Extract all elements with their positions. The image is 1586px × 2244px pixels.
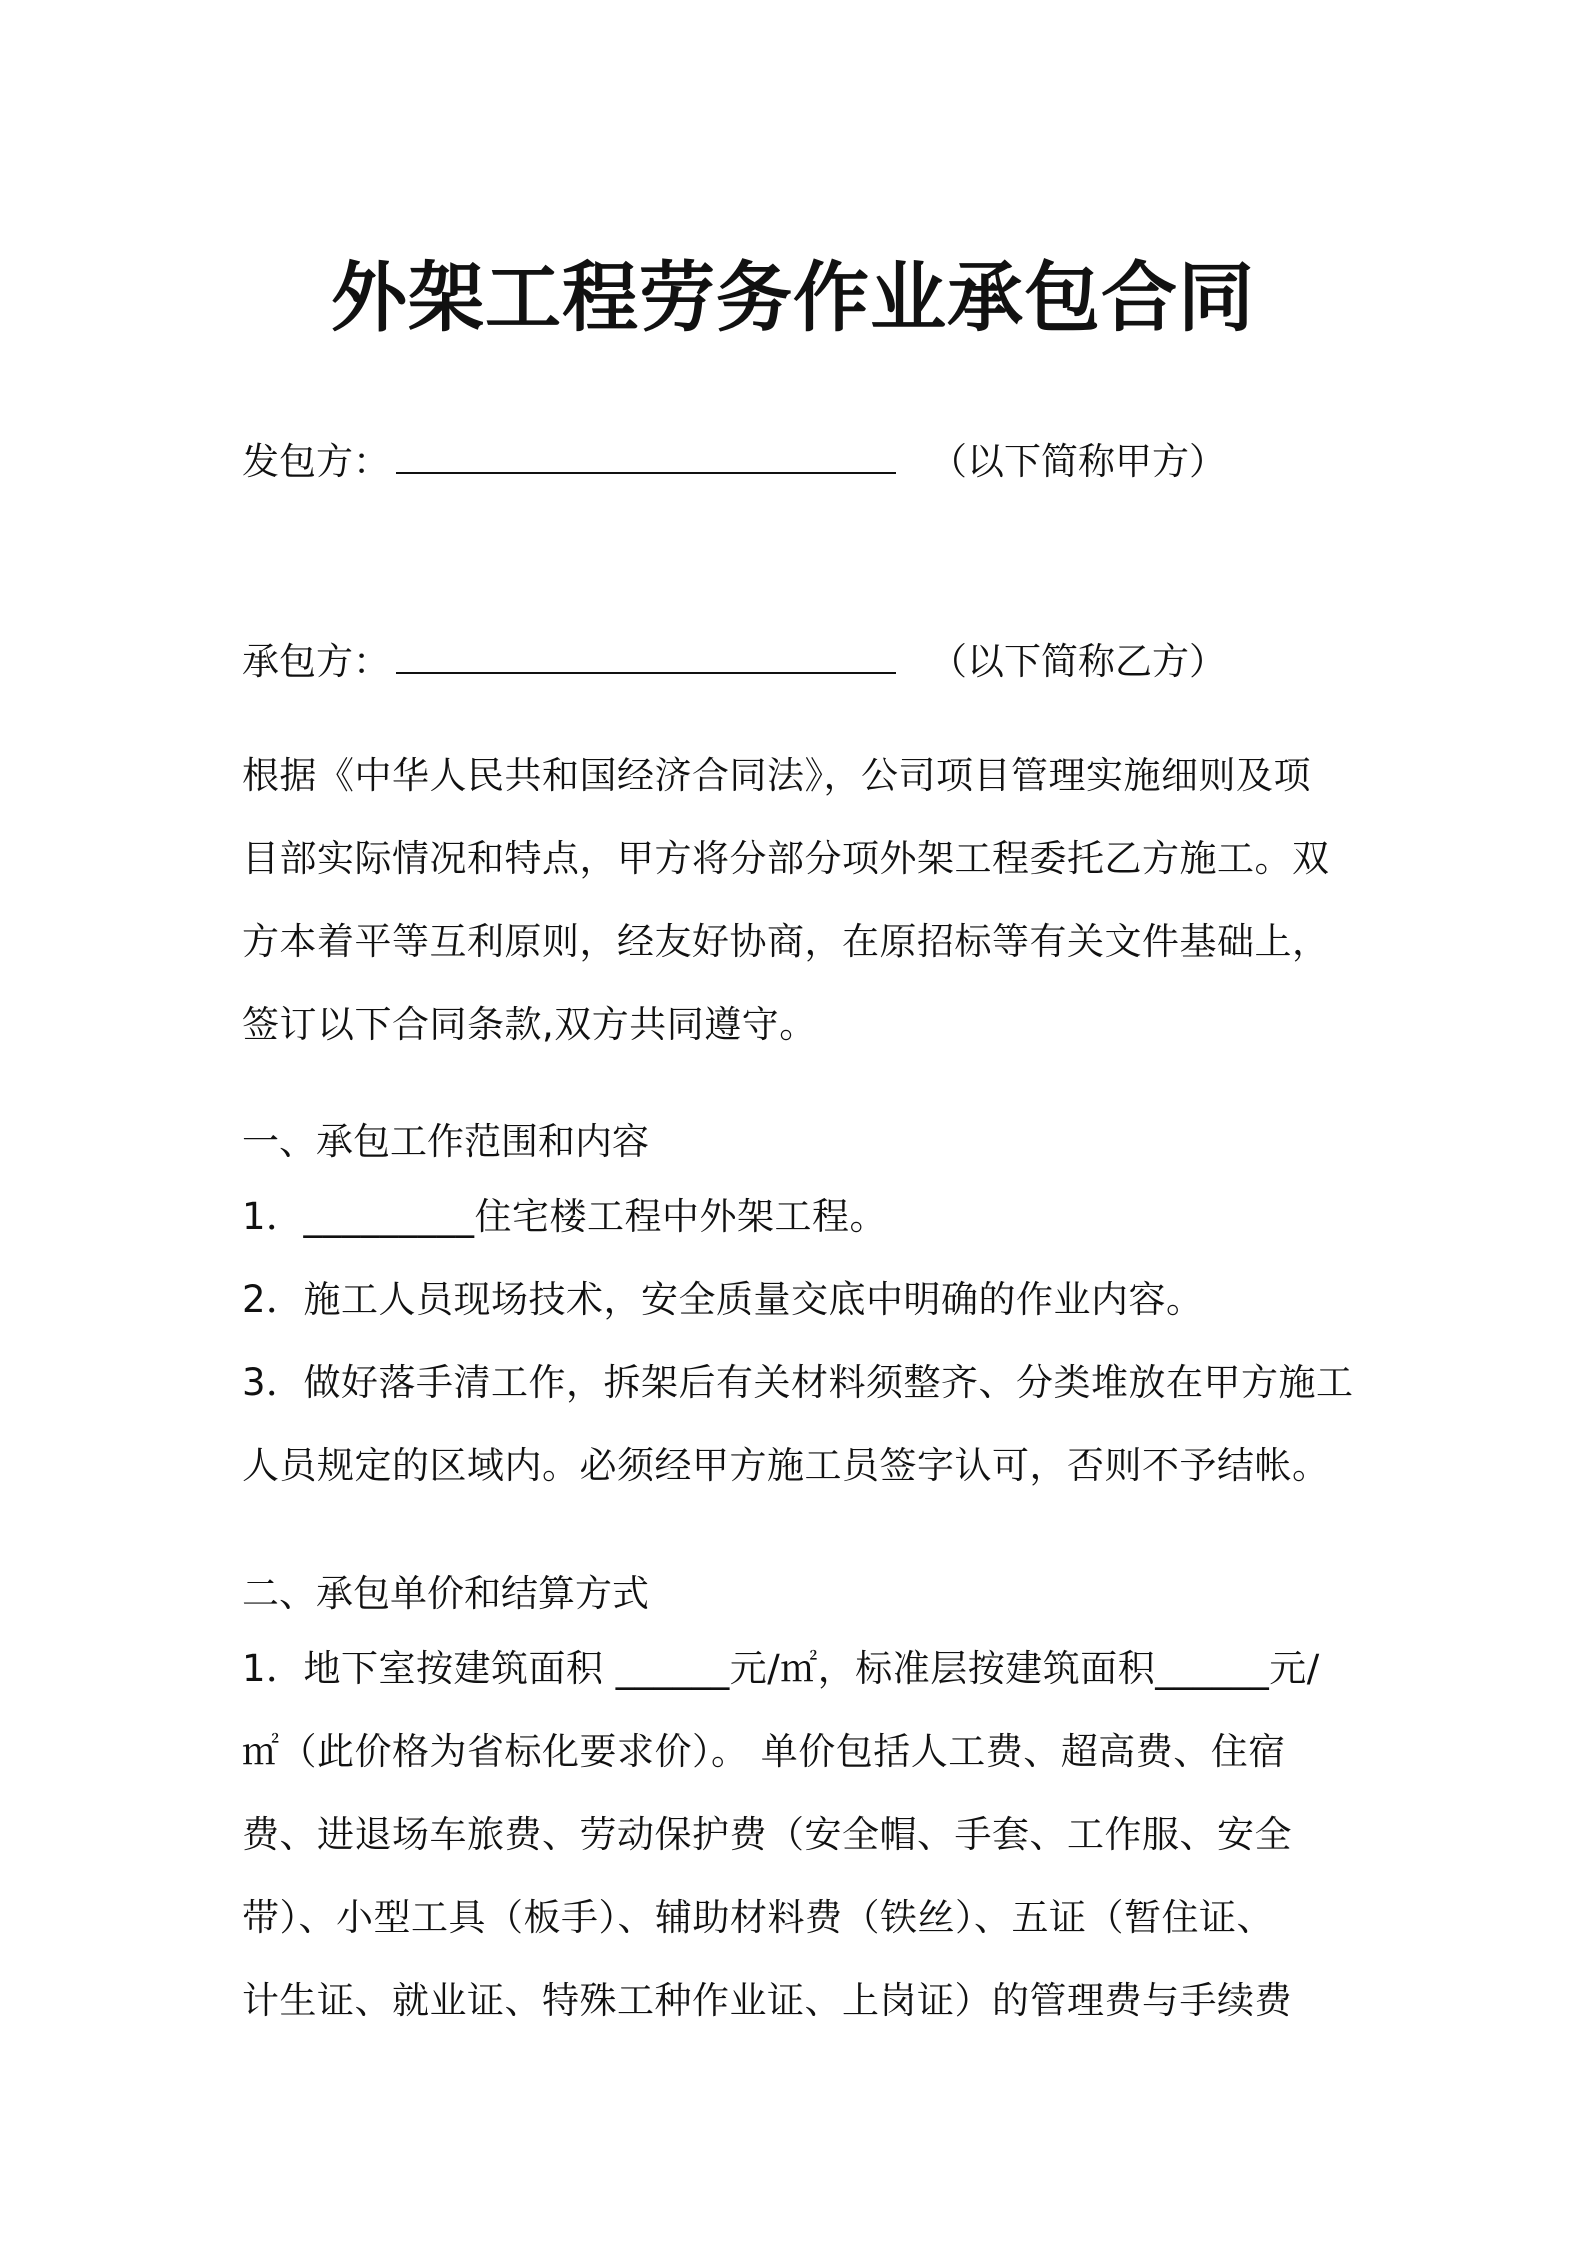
section-2-item: ㎡（此价格为省标化要求价）。 单价包括人工费、超高费、住宿 (242, 1730, 1286, 1773)
party-a-label: 发包方： (242, 440, 390, 483)
section-2-item: 1．地下室按建筑面积 ______元/㎡，标准层按建筑面积______元/ (242, 1647, 1320, 1690)
preamble-line: 签订以下合同条款,双方共同遵守。 (242, 1003, 817, 1046)
section-1-item: 人员规定的区域内。必须经甲方施工员签字认可，否则不予结帐。 (242, 1444, 1330, 1487)
document-title: 外架工程劳务作业承包合同 (331, 253, 1255, 342)
party-b-blank (396, 638, 896, 674)
section-2-item: 费、进退场车旅费、劳动保护费（安全帽、手套、工作服、安全 (242, 1813, 1292, 1856)
section-2-body (242, 1627, 1354, 2042)
section-1-item: 2．施工人员现场技术，安全质量交底中明确的作业内容。 (242, 1278, 1204, 1321)
party-a-note: （以下简称甲方） (930, 440, 1226, 483)
preamble-line: 根据《中华人民共和国经济合同法》，公司项目管理实施细则及项 (242, 754, 1311, 797)
section-2-item: 计生证、就业证、特殊工种作业证、上岗证）的管理费与手续费 (242, 1979, 1292, 2022)
party-b-line (242, 636, 1226, 688)
preamble-line: 目部实际情况和特点，甲方将分部分项外架工程委托乙方施工。双 (242, 837, 1330, 880)
section-1-heading: 一、承包工作范围和内容 (242, 1120, 649, 1163)
section-2-item: 带）、小型工具（板手）、辅助材料费（铁丝）、五证（暂住证、 (242, 1896, 1274, 1939)
section-1-item: 1．_________住宅楼工程中外架工程。 (242, 1195, 888, 1238)
section-1-body (242, 1175, 1354, 1507)
preamble-paragraph (242, 734, 1354, 1066)
party-b-label: 承包方： (242, 640, 390, 683)
party-a-blank (396, 438, 896, 474)
party-b-note: （以下简称乙方） (930, 640, 1226, 683)
party-a-line (242, 436, 1226, 488)
section-1-item: 3．做好落手清工作，拆架后有关材料须整齐、分类堆放在甲方施工 (242, 1361, 1354, 1404)
preamble-line: 方本着平等互利原则，经友好协商，在原招标等有关文件基础上， (242, 920, 1330, 963)
section-2-heading: 二、承包单价和结算方式 (242, 1572, 649, 1615)
